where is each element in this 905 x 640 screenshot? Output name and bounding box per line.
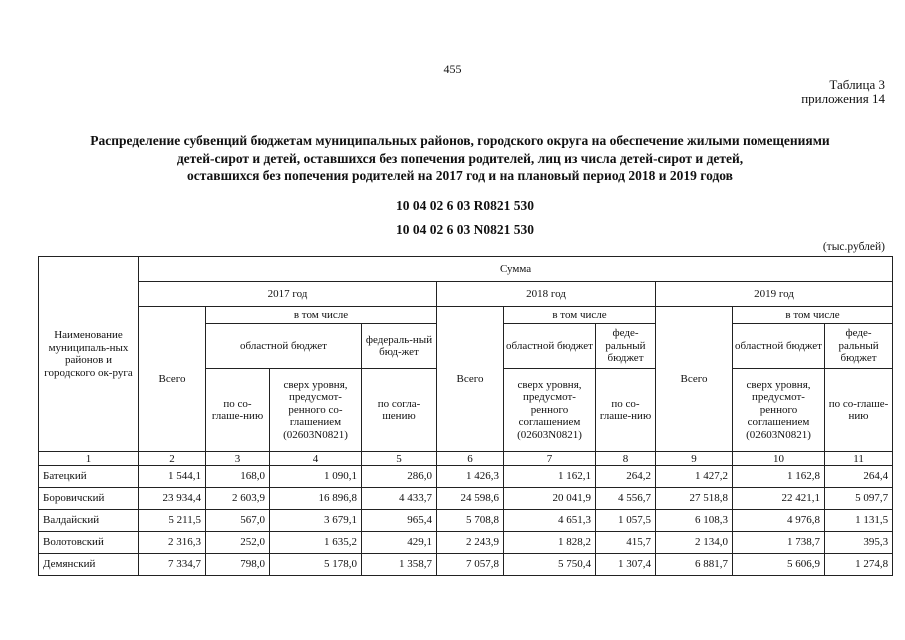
municipality-name: Демянский: [39, 554, 139, 576]
cell-total-2018: 1 426,3: [437, 466, 504, 488]
table-row: [39, 554, 893, 576]
header-total-2017: Всего: [139, 307, 206, 452]
header-including-2017: в том числе: [206, 307, 437, 324]
table-reference-line2: приложения 14: [801, 91, 885, 106]
header-federal-2019: феде-ральный бюджет: [825, 324, 893, 369]
cell-total-2019: 6 108,3: [656, 510, 733, 532]
table-row: [39, 510, 893, 532]
budget-code: 10 04 02 6 03 N0821 530: [396, 222, 534, 237]
cell-total-2017: 23 934,4: [139, 488, 206, 510]
cell-federal-2018: 415,7: [596, 532, 656, 554]
header-above-agreement-2019: сверх уровня, предусмот-ренного соглашением (02603N0821): [733, 369, 825, 452]
header-including-2019: в том числе: [733, 307, 893, 324]
cell-agreement-2017: 252,0: [206, 532, 270, 554]
page-number: 455: [443, 62, 462, 76]
table-reference: [801, 78, 885, 106]
header-regional-2017: областной бюджет: [206, 324, 362, 369]
cell-total-2017: 1 544,1: [139, 466, 206, 488]
cell-federal-2017: 429,1: [362, 532, 437, 554]
cell-above-2017: 16 896,8: [270, 488, 362, 510]
cell-above-2019: 4 976,8: [733, 510, 825, 532]
cell-agreement-2017: 798,0: [206, 554, 270, 576]
column-number: 6: [437, 452, 504, 466]
column-number: 4: [270, 452, 362, 466]
cell-federal-2018: 1 057,5: [596, 510, 656, 532]
cell-above-2019: 22 421,1: [733, 488, 825, 510]
table-row: [39, 532, 893, 554]
subvention-table: [38, 256, 893, 576]
cell-total-2018: 24 598,6: [437, 488, 504, 510]
document-title: [20, 132, 900, 185]
cell-total-2017: 5 211,5: [139, 510, 206, 532]
cell-federal-2019: 5 097,7: [825, 488, 893, 510]
cell-federal-2018: 4 556,7: [596, 488, 656, 510]
municipality-name: Боровичский: [39, 488, 139, 510]
cell-federal-2017: 1 358,7: [362, 554, 437, 576]
title-line1: Распределение субвенций бюджетам муниципальных районов, городского округа на обеспечение жилыми помещениями: [90, 133, 830, 148]
header-sum: Сумма: [139, 257, 893, 282]
cell-federal-2018: 1 307,4: [596, 554, 656, 576]
header-municipality: Наименование муниципаль-ных районов и городского ок-руга: [39, 257, 139, 452]
header-regional-2019: областной бюджет: [733, 324, 825, 369]
cell-federal-2017: 286,0: [362, 466, 437, 488]
cell-federal-2017: 965,4: [362, 510, 437, 532]
header-row-years: [39, 282, 893, 307]
header-including-2018: в том числе: [504, 307, 656, 324]
cell-above-2019: 1 738,7: [733, 532, 825, 554]
cell-total-2019: 2 134,0: [656, 532, 733, 554]
cell-federal-2019: 1 274,8: [825, 554, 893, 576]
municipality-name: Волотовский: [39, 532, 139, 554]
cell-above-2017: 1 090,1: [270, 466, 362, 488]
cell-total-2018: 5 708,8: [437, 510, 504, 532]
cell-above-2017: 3 679,1: [270, 510, 362, 532]
column-number: 7: [504, 452, 596, 466]
table-reference-line1: Таблица 3: [829, 77, 885, 92]
units-label: (тыс.рублей): [822, 241, 885, 253]
column-number: 8: [596, 452, 656, 466]
cell-total-2017: 2 316,3: [139, 532, 206, 554]
header-by-agreement-2017: по со-глаше-нию: [206, 369, 270, 452]
header-total-2019: Всего: [656, 307, 733, 452]
column-number: 10: [733, 452, 825, 466]
header-row-sum: [39, 257, 893, 282]
cell-total-2017: 7 334,7: [139, 554, 206, 576]
cell-above-2018: 20 041,9: [504, 488, 596, 510]
column-number: 11: [825, 452, 893, 466]
table-row: [39, 466, 893, 488]
budget-codes: [0, 194, 905, 242]
header-above-agreement-2017: сверх уровня, предусмот-ренного со-глашением (02603N0821): [270, 369, 362, 452]
budget-code: 10 04 02 6 03 R0821 530: [396, 198, 534, 213]
title-line2: детей-сирот и детей, оставшихся без попечения родителей, лиц из числа детей-сирот и детей,: [176, 150, 744, 166]
header-row-including: [39, 307, 893, 324]
header-total-2018: Всего: [437, 307, 504, 452]
header-federal-agreement-2017: по согла-шению: [362, 369, 437, 452]
cell-total-2019: 1 427,2: [656, 466, 733, 488]
municipality-name: Батецкий: [39, 466, 139, 488]
cell-total-2018: 2 243,9: [437, 532, 504, 554]
cell-federal-2019: 395,3: [825, 532, 893, 554]
cell-federal-2017: 4 433,7: [362, 488, 437, 510]
cell-above-2017: 1 635,2: [270, 532, 362, 554]
cell-agreement-2017: 567,0: [206, 510, 270, 532]
cell-agreement-2017: 168,0: [206, 466, 270, 488]
cell-above-2019: 5 606,9: [733, 554, 825, 576]
cell-total-2018: 7 057,8: [437, 554, 504, 576]
header-year-2017: 2017 год: [139, 282, 437, 307]
header-federal-agreement-2018: по со-глаше-нию: [596, 369, 656, 452]
cell-federal-2019: 1 131,5: [825, 510, 893, 532]
cell-above-2017: 5 178,0: [270, 554, 362, 576]
column-number: 2: [139, 452, 206, 466]
header-year-2019: 2019 год: [656, 282, 893, 307]
table-row: [39, 488, 893, 510]
column-number: 9: [656, 452, 733, 466]
cell-above-2018: 4 651,3: [504, 510, 596, 532]
municipality-name: Валдайский: [39, 510, 139, 532]
header-above-agreement-2018: сверх уровня, предусмот-ренного соглашением (02603N0821): [504, 369, 596, 452]
cell-above-2019: 1 162,8: [733, 466, 825, 488]
header-federal-2018: феде-ральный бюджет: [596, 324, 656, 369]
title-line3: оставшихся без попечения родителей на 2017 год и на плановый период 2018 и 2019 годов: [187, 168, 733, 183]
cell-total-2019: 27 518,8: [656, 488, 733, 510]
header-federal-2017: федераль-ный бюд-жет: [362, 324, 437, 369]
column-number: 5: [362, 452, 437, 466]
column-number: 3: [206, 452, 270, 466]
cell-total-2019: 6 881,7: [656, 554, 733, 576]
cell-agreement-2017: 2 603,9: [206, 488, 270, 510]
header-regional-2018: областной бюджет: [504, 324, 596, 369]
cell-federal-2018: 264,2: [596, 466, 656, 488]
column-number-row: [39, 452, 893, 466]
header-federal-agreement-2019: по со-глаше-нию: [825, 369, 893, 452]
cell-federal-2019: 264,4: [825, 466, 893, 488]
column-number: 1: [39, 452, 139, 466]
header-year-2018: 2018 год: [437, 282, 656, 307]
cell-above-2018: 1 828,2: [504, 532, 596, 554]
cell-above-2018: 5 750,4: [504, 554, 596, 576]
cell-above-2018: 1 162,1: [504, 466, 596, 488]
